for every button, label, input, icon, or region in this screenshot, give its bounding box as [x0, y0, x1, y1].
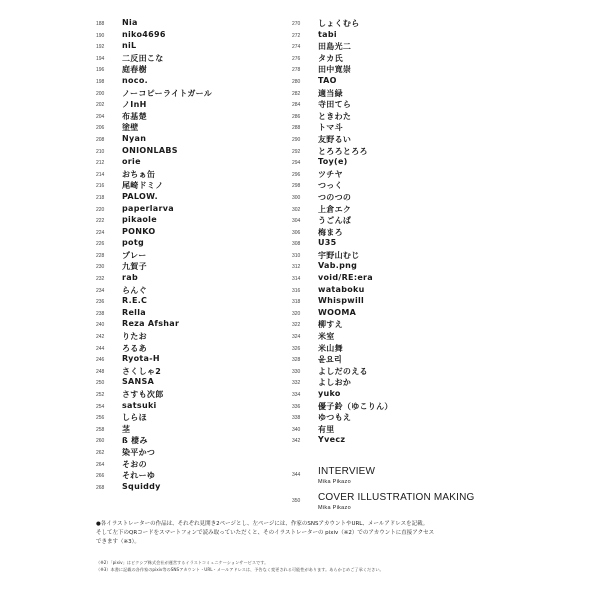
artist-name: ノInH	[122, 100, 147, 110]
page-number: 302	[292, 206, 301, 213]
page-number: 284	[292, 102, 301, 109]
page-number: 228	[96, 252, 105, 259]
artist-name: さくしゃ2	[122, 366, 162, 376]
artist-name: トマ斗	[318, 123, 343, 133]
page-number: 324	[292, 334, 301, 341]
page-number: 328	[292, 357, 301, 364]
page-number: 274	[292, 44, 301, 51]
page-number: 220	[96, 206, 105, 213]
artist-name: Vab.png	[318, 261, 358, 271]
page-number: 208	[96, 136, 105, 143]
feature-subtitle: Mika Pikazo	[318, 479, 351, 485]
artist-name: Rella	[122, 307, 146, 317]
page-number: 194	[96, 55, 105, 62]
page-number: 338	[292, 415, 301, 422]
artist-name: Whispwill	[318, 296, 365, 306]
artist-name: ツチヤ	[318, 169, 343, 179]
page-number: 332	[292, 380, 301, 387]
artist-name: potg	[122, 238, 144, 248]
page-number: 288	[292, 125, 301, 132]
artist-name: よしだのえる	[318, 366, 368, 376]
page-number: 298	[292, 183, 301, 190]
page-number: 340	[292, 426, 301, 433]
page-number: 204	[96, 113, 105, 120]
artist-name: さすも次郎	[122, 390, 164, 399]
artist-name: らんぐ	[122, 285, 147, 295]
feature-title: COVER ILLUSTRATION MAKING	[318, 492, 475, 503]
artist-name: 九賀子	[122, 262, 147, 272]
page-number: 296	[292, 171, 301, 178]
artist-name: Yvecz	[318, 435, 346, 445]
artist-name: Reza Afshar	[122, 319, 180, 329]
page-number: 200	[96, 90, 105, 97]
page-number: 254	[96, 403, 105, 410]
page-number: 232	[96, 276, 105, 283]
page-number: 294	[292, 160, 301, 167]
note-line: できます（※3）。	[96, 539, 140, 545]
page-number: 320	[292, 310, 301, 317]
page-number: 316	[292, 287, 301, 294]
note-line: ●各イラストレーターの作品は、それぞれ見開き2ページとし、左ページには、作家のSNSアカウントやURL、メールアドレスを記載。	[96, 521, 429, 527]
artist-name: 윤요리	[318, 355, 343, 365]
artist-name: つっく	[318, 181, 343, 191]
page-number: 300	[292, 194, 301, 201]
artist-name: 田島光二	[318, 42, 352, 52]
page-number: 280	[292, 78, 301, 85]
page-number: 318	[292, 299, 301, 306]
artist-name: うごんば	[318, 216, 352, 226]
page-number: 276	[292, 55, 301, 62]
page-number: 342	[292, 438, 301, 445]
artist-name: 柳すえ	[318, 320, 343, 330]
artist-name: noco.	[122, 75, 148, 85]
artist-name: orie	[122, 157, 141, 167]
artist-name: しょくむら	[318, 19, 360, 28]
page-number: 314	[292, 276, 301, 283]
artist-name: 有里	[318, 424, 335, 434]
artist-name: 茎	[122, 424, 131, 434]
page-number: 210	[96, 148, 105, 155]
artist-name: void/RE:era	[318, 273, 373, 283]
page-number: 330	[292, 368, 301, 375]
artist-name: 田中寛崇	[318, 65, 352, 75]
page-number: 344	[292, 472, 301, 478]
note-line: そして左下のQRコードをスマートフォンで読み取っていただくと、そのイラストレーターの pixiv（※2）でのアカウントに直接アクセス	[96, 530, 435, 536]
page-number: 268	[96, 484, 105, 491]
page-number: 264	[96, 461, 105, 468]
artist-name: satsuki	[122, 400, 157, 410]
page-number: 238	[96, 310, 105, 317]
page-number: 236	[96, 299, 105, 306]
page-number: 278	[292, 67, 301, 74]
artist-name: ろるあ	[122, 343, 147, 353]
artist-name: つのつの	[318, 192, 352, 202]
page-number: 272	[292, 32, 301, 39]
page-number: 196	[96, 67, 105, 74]
artist-name: 塗壁	[122, 123, 139, 133]
page-number: 306	[292, 229, 301, 236]
artist-name: WOOMA	[318, 307, 357, 317]
page-number: 322	[292, 322, 301, 329]
artist-name: りたお	[122, 332, 147, 342]
artist-name: niL	[122, 41, 137, 51]
artist-name: Toy(e)	[318, 157, 348, 167]
artist-name: TAO	[318, 75, 337, 85]
artist-name: ときわた	[318, 111, 352, 121]
page-number: 292	[292, 148, 301, 155]
footnote: （※3）本書に記載の各作家のpixiv等のSNSアカウント・URL・メールアドレスは、予告なく変更される可能性があります。あらかじめご了承ください。	[96, 566, 384, 572]
artist-name: 米室	[318, 332, 335, 342]
artist-name: ONIONLABS	[122, 145, 178, 155]
page-number: 246	[96, 357, 105, 364]
page-number: 310	[292, 252, 301, 259]
page-number: 198	[96, 78, 105, 85]
artist-name: 布基楚	[122, 111, 147, 121]
page-number: 190	[96, 32, 105, 39]
page-number: 258	[96, 426, 105, 433]
artist-name: Nyan	[122, 133, 147, 143]
artist-name: しらほ	[122, 413, 147, 423]
page-number: 206	[96, 125, 105, 132]
artist-name: Squiddy	[122, 481, 161, 491]
page-number: 244	[96, 345, 105, 352]
artist-name: PONKO	[122, 226, 156, 236]
artist-name: それーゆ	[122, 471, 156, 481]
page-number: 312	[292, 264, 301, 271]
page-number: 216	[96, 183, 105, 190]
page-number: 224	[96, 229, 105, 236]
page-number: 222	[96, 218, 105, 225]
artist-name: タカ氏	[318, 53, 343, 63]
artist-name: ゆつもえ	[318, 413, 352, 423]
artist-name: U35	[318, 238, 337, 248]
artist-name: R.E.C	[122, 296, 148, 306]
page-number: 336	[292, 403, 301, 410]
artist-name: tabi	[318, 29, 337, 39]
page-number: 282	[292, 90, 301, 97]
artist-name: とろろとろろ	[318, 146, 368, 156]
artist-name: そおの	[122, 459, 147, 469]
page-number: 240	[96, 322, 105, 329]
footnotes	[96, 560, 516, 573]
artist-name: niko4696	[122, 29, 166, 39]
artist-name: 尾崎ドミノ	[122, 181, 164, 191]
page-number: 234	[96, 287, 105, 294]
footnote: （※2）「pixiv」はピクシブ株式会社が運営するイラストコミュニケーションサービスです。	[96, 560, 269, 565]
page-number: 212	[96, 160, 105, 167]
artist-name: 染平かつ	[122, 447, 156, 457]
artist-name: 友野るい	[318, 134, 352, 144]
artist-name: wataboku	[318, 284, 365, 294]
artist-name: SANSA	[122, 377, 155, 387]
page-number: 260	[96, 438, 105, 445]
page-number: 286	[292, 113, 301, 120]
page-number: 308	[292, 241, 301, 248]
artist-name: PALOW.	[122, 191, 158, 201]
artist-name: ノーコピーライトガール	[122, 88, 213, 98]
artist-name: 上倉エク	[318, 204, 352, 214]
artist-name: プレー	[122, 250, 147, 260]
page-number: 290	[292, 136, 301, 143]
artist-name: よしおか	[318, 378, 352, 388]
page-number: 226	[96, 241, 105, 248]
artist-name: pikaole	[122, 215, 157, 225]
artist-name: おちぁ缶	[122, 169, 156, 179]
artist-name: 優子鈴（ゆこりん）	[318, 401, 393, 411]
page-number: 252	[96, 392, 105, 398]
artist-name: paperlarva	[122, 203, 174, 213]
artist-name: Ryota-H	[122, 354, 160, 364]
artist-name: 適当緑	[318, 88, 343, 98]
page-number: 304	[292, 218, 301, 225]
page-number: 188	[96, 21, 105, 27]
page-number: 350	[292, 498, 301, 504]
artist-name: 宇野山むじ	[318, 250, 360, 260]
page-number: 248	[96, 368, 105, 375]
artist-name: 寺田てら	[318, 100, 352, 110]
page-number: 266	[96, 473, 105, 480]
page-number: 218	[96, 194, 105, 201]
artist-name: 米山舞	[318, 343, 343, 353]
page-number: 334	[292, 392, 301, 398]
page-number: 256	[96, 415, 105, 422]
page-number: 230	[96, 264, 105, 271]
page-number: 326	[292, 345, 301, 352]
page-number: 270	[292, 21, 301, 27]
artist-name: yuko	[318, 389, 341, 398]
page-number: 214	[96, 171, 105, 178]
artist-name: 庭春樹	[122, 65, 147, 75]
artist-name: 梅まろ	[318, 227, 343, 237]
page-number: 262	[96, 449, 105, 456]
artist-name: ß 棲み	[122, 436, 148, 446]
feature-subtitle: Mika Pikazo	[318, 505, 351, 511]
artist-name: 二反田こな	[122, 53, 164, 63]
feature-title: INTERVIEW	[318, 466, 376, 477]
page-number: 250	[96, 380, 105, 387]
page-number: 192	[96, 44, 105, 51]
page-number: 242	[96, 334, 105, 341]
usage-notes	[96, 520, 516, 547]
artist-name: Nia	[122, 18, 138, 27]
page-number: 202	[96, 102, 105, 109]
artist-name: rab	[122, 273, 138, 283]
